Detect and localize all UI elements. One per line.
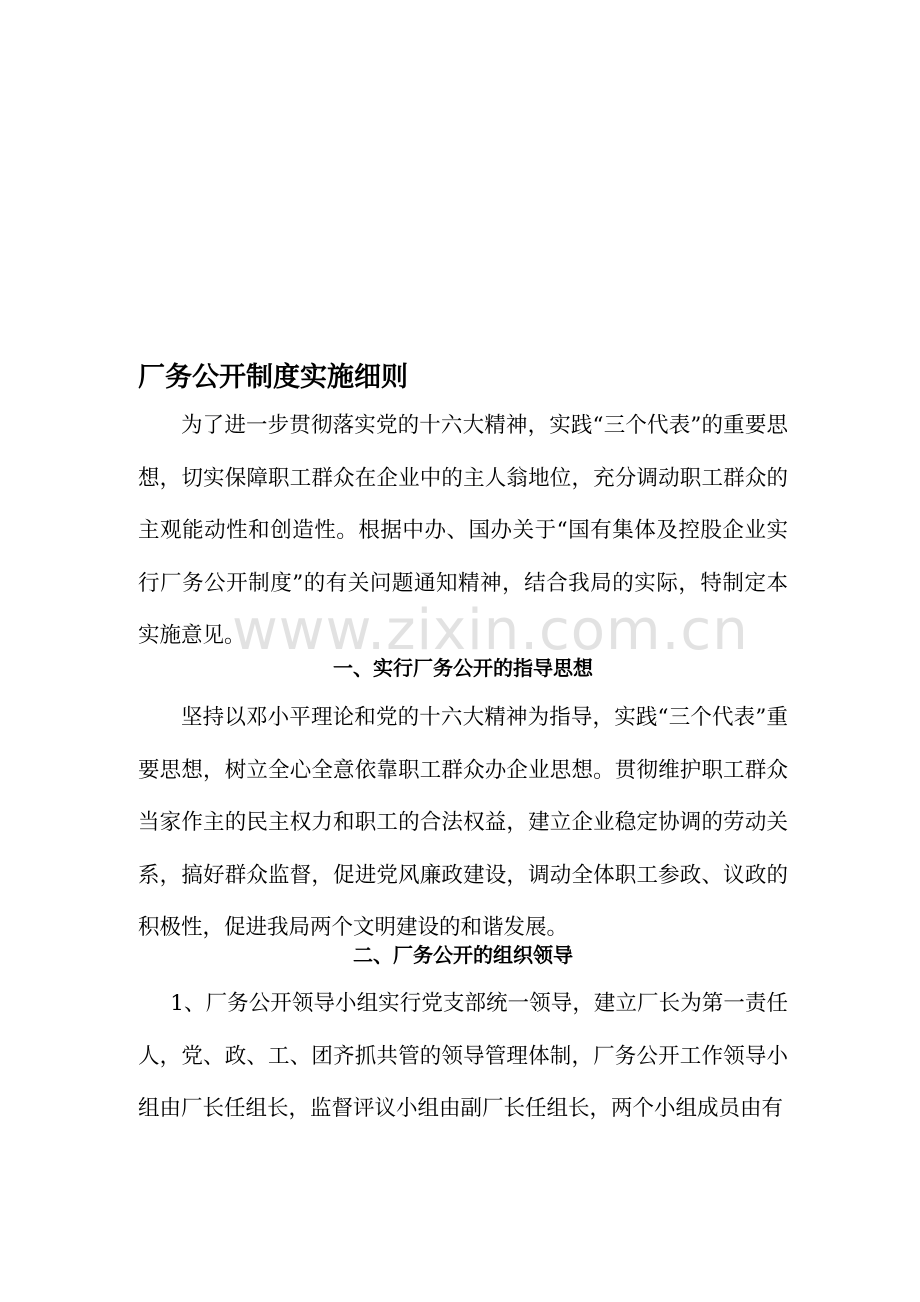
section-paragraph-1: 坚持以邓小平理论和党的十六大精神为指导，实践“三个代表”重要思想，树立全心全意依靠职工群众办企业思想。贯彻维护职工群众当家作主的民主权力和职工的合法权益，建立企业稳定协调的劳动关系，搞好群众监督，促进党风廉政建设，调动全体职工参政、议政的积极性，促进我局两个文明建设的和谐发展。 [138,705,788,940]
section-paragraph-2: 1、厂务公开领导小组实行党支部统一领导，建立厂长为第一责任人，党、政、工、团齐抓共管的领导管理体制，厂务公开工作领导小组由厂长任组长，监督评议小组由副厂长任组长，两个小组成员由有 [138,991,788,1121]
section-heading-1: 一、实行厂务公开的指导思想 [333,656,593,680]
watermark-text: www.zixin.com.cn [232,598,749,663]
section-heading-2: 二、厂务公开的组织领导 [353,943,573,967]
intro-paragraph: 为了进一步贯彻落实党的十六大精神，实践“三个代表”的重要思想，切实保障职工群众在企业中的主人翁地位，充分调动职工群众的主观能动性和创造性。根据中办、国办关于“国有集体及控股企业实行厂务公开制度”的有关问题通知精神，结合我局的实际，特制定本实施意见。 [138,413,788,648]
document-title: 厂务公开制度实施细则 [138,362,408,393]
